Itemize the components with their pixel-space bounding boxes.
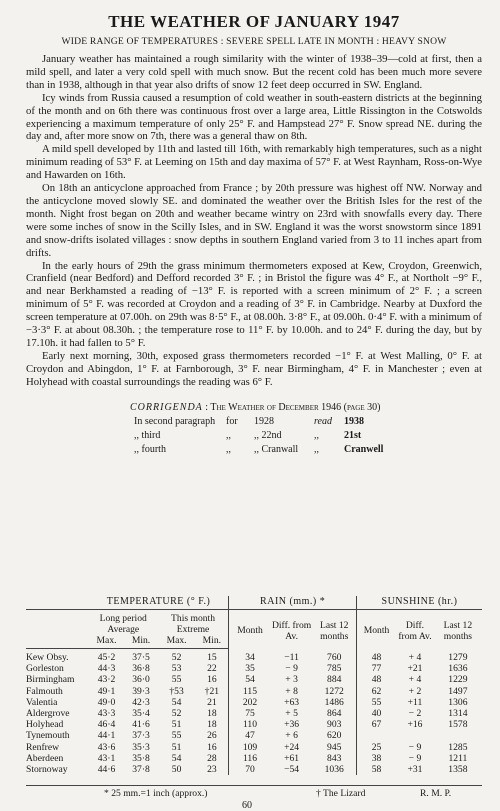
corrigenda-for: ,, [226,429,231,441]
tm-max: 51 [171,719,182,731]
sun-last12: 1358 [448,763,468,775]
lp-max: 43·1 [97,752,116,764]
sun-last12 [434,730,482,741]
rain-diff: +36 [284,719,300,731]
tm-max: 55 [171,674,182,686]
corrigenda-heading [130,401,482,415]
rain-last12: 620 [327,730,342,742]
station-name: Renfrew [26,741,60,753]
rain-month: 202 [229,697,271,708]
corrigenda-row [130,443,482,457]
rain-month: 47 [229,730,271,741]
station-name: Valentia [26,696,58,708]
station-name: Tynemouth [26,730,70,742]
rain-last12: 1272 [324,685,344,697]
corrigenda-for: ,, [226,443,231,455]
sun-last12-header: Last 12 months [443,619,473,642]
rain-last12-header: Last 12 months [319,619,349,642]
sun-month: 40 [356,708,396,719]
lp-min: 35·4 [132,708,150,720]
sun-last12: 1306 [448,696,468,708]
paragraph: Icy winds from Russia caused a resumption of cold weather in south-eastern districts at the beginning of the month and on 6th there was continuous frost over a large area, Little Rissington in the Cotswolds experiencing a maximum temperature of only 25° F. and Hampstead 27° F. Snow spread NE. during the day and, after more snow on 7th, there was a general thaw on 8th. [26,91,482,143]
author-initials: R. M. P. [420,788,452,799]
sun-month: 48 [356,649,396,664]
sunshine-group-header: SUNSHINE (hr.) [356,596,482,610]
lp-max-header: Max. [89,635,125,649]
lp-min: 37·8 [132,763,150,775]
sun-month [356,730,396,741]
sun-month: 55 [356,697,396,708]
tm-min: 18 [207,719,217,731]
weather-table [26,596,482,775]
lp-max: 43·2 [97,674,116,686]
rain-month: 109 [229,742,271,753]
paragraph: In the early hours of 29th the grass minimum thermometers exposed at Kew, Croydon, Greenwich, Cranfield (near Bedford) and Defford recorded 3° F. ; in Bristol the figure was 4° F., at Northolt −9° F., and near Berkhamsted a reading of −13° F. is reported with a screen minimum of 2° F. ; a screen minimum of 5° F. was recorded at Croydon and a reading of 3° F. in Cambridge. Nearby at Duxford the screen temperature at 07.00h. on 29th was 8·5° F., at 08.00h. 3·8° F., at 09.00h. 0·4° F. with a minimum of −3·3° F. at about 08.30h. ; the temperature rose to 11° F. by 10.00h. and to 24° F. during the day, but by 17.10h. it had fallen to 5° F. [26,259,482,349]
rain-diff: + 5 [285,708,298,720]
sun-last12: 1636 [448,663,468,675]
rain-last12: 903 [327,719,342,731]
sun-diff: + 4 [408,651,422,663]
lp-max: 43·3 [97,708,116,720]
corrigenda-wrong: ,, Cranwall [254,443,299,455]
rain-month: 35 [229,663,271,674]
tm-max: 50 [171,763,182,775]
tm-min: 28 [207,752,217,764]
rain-last12: 884 [327,674,342,686]
sun-diff: + 4 [408,674,422,686]
station-name: Aldergrove [26,708,70,720]
rain-month: 75 [229,708,271,719]
lp-max: 44·3 [97,663,116,675]
rain-diff: +24 [284,741,300,753]
corrigenda-reference: : The Weather of December 1946 (page 30) [205,401,381,413]
table-row [26,742,482,753]
tm-min: 15 [207,652,217,664]
lizard-footnote: † The Lizard [316,788,366,799]
corrigenda-location: In second paragraph [134,415,216,427]
sun-diff: − 2 [408,708,422,720]
tm-max: 54 [171,752,182,764]
sun-diff: + 2 [408,685,422,697]
lp-min: 35·3 [132,741,150,753]
rain-month: 116 [229,753,271,764]
tm-max: 51 [171,741,182,753]
rain-diff: +61 [284,752,300,764]
rain-diff: + 6 [285,730,298,742]
table-row [26,719,482,730]
rain-month: 70 [229,764,271,775]
rain-month-header: Month [229,610,271,649]
sun-last12: 1211 [448,752,468,764]
sun-month: 25 [356,742,396,753]
rain-last12: 1486 [324,696,344,708]
page-number: 60 [242,800,252,811]
sun-diff: − 9 [408,741,422,753]
tm-max-header: Max. [158,635,196,649]
station-name: Gorleston [26,663,64,675]
lp-min: 39·3 [132,685,150,697]
station-name: Aberdeen [26,752,64,764]
rain-diff: + 3 [285,674,298,686]
corrigenda-read: ,, [314,443,319,455]
tm-min: 16 [207,741,217,753]
sun-last12: 1285 [448,741,468,753]
table-row [26,708,482,719]
tm-min: 23 [207,763,217,775]
sun-month-header: Month [356,610,396,649]
sun-diff: +11 [407,696,423,708]
tm-min: 16 [207,674,217,686]
sun-last12: 1279 [448,651,468,663]
tm-min: †21 [204,685,220,697]
footnotes [26,785,482,799]
rain-last12: 785 [327,663,342,675]
article-subtitle: WIDE RANGE OF TEMPERATURES : SEVERE SPELL LATE IN MONTH : HEAVY SNOW [61,36,447,47]
tm-max: 54 [171,696,182,708]
corrigenda-row [130,415,482,429]
lp-min: 37·5 [132,652,150,664]
lp-max: 45·2 [97,652,116,664]
sun-last12: 1314 [448,708,468,720]
table-row [26,753,482,764]
corrigenda-row [130,429,482,443]
rain-diff: − 9 [285,663,298,675]
lp-max: 43·6 [97,741,116,753]
rain-diff: +63 [284,696,300,708]
rain-diff: −11 [284,651,299,663]
corrigenda-read: read [314,415,332,427]
sun-diff-header: Diff. from Av. [398,619,432,642]
corrigenda-label: CORRIGENDA [130,401,203,413]
rain-last12: 843 [327,752,342,764]
paragraph: A mild spell developed by 11th and lasted till 16th, with remarkably high temperatures, such as a night minimum reading of 53° F. at Leeming on 15th and day maxima of 57° F. at West Raynham, Ross-on-Wye and Hawarden on 16th. [26,143,483,182]
sun-diff: +21 [407,663,423,675]
sun-diff: +16 [407,719,423,731]
tm-min: 26 [207,730,217,742]
sun-month: 77 [356,663,396,674]
long-period-header: Long period Average [99,613,147,635]
rain-month: 110 [229,719,271,730]
corrigenda-correct: 21st [344,429,362,441]
table-row [26,663,482,674]
table-row [26,686,482,697]
corrigenda-correct: Cranwell [344,443,384,455]
lp-min: 41·6 [132,719,150,731]
tm-max: 52 [171,652,182,664]
tm-min-header: Min. [195,635,228,649]
table-row [26,674,482,685]
weather-table-body [26,649,482,776]
rain-group-header: RAIN (mm.) * [229,596,357,610]
table-row [26,649,482,664]
lp-max: 44·1 [97,730,116,742]
sun-month: 58 [356,764,396,775]
sun-month: 62 [356,686,396,697]
station-name: Birmingham [26,674,75,686]
corrigenda [130,401,482,457]
lp-min: 36·0 [132,674,150,686]
station-name: Stornoway [26,763,68,775]
rain-last12: 760 [327,651,342,663]
lp-max: 44·6 [97,763,116,775]
corrigenda-wrong: 1928 [254,415,274,427]
sun-last12: 1497 [448,685,468,697]
rain-last12: 864 [327,708,342,720]
lp-min: 36·8 [132,663,150,675]
rain-month: 115 [229,686,271,697]
sun-diff: +31 [407,763,423,775]
tm-max: 52 [171,708,182,720]
rain-month: 54 [229,674,271,685]
rain-diff: + 8 [285,685,298,697]
article-title: THE WEATHER OF JANUARY 1947 [108,12,400,31]
tm-min: 18 [207,708,217,720]
tm-min: 21 [207,696,217,708]
paragraph: January weather has maintained a rough similarity with the winter of 1938–39—cold at first, then a mild spell, and later a very cold spell with much snow. But the recent cold has been much more severe than in 1938, although in that year also drifts of snow 12 feet deep occurred in SW. England. [26,53,482,91]
rain-last12: 1036 [324,763,344,775]
corrigenda-wrong: ,, 22nd [254,429,282,441]
paragraph: Early next morning, 30th, exposed grass thermometers recorded −1° F. at West Malling, 0° F. at Croydon and Abingdon, 1° F. at Farnborough, 3° F. near Birmingham, 4° F. in Manchester ; even at Holyhead with coastal surroundings the reading was 6° F. [26,349,482,388]
temperature-group-header: TEMPERATURE (° F.) [89,596,229,610]
lp-min-header: Min. [124,635,157,649]
corrigenda-correct: 1938 [344,415,364,427]
tm-max: 55 [171,730,182,742]
table-row [26,730,482,741]
lp-max: 46·4 [97,719,116,731]
corrigenda-for: for [226,415,238,427]
rain-month: 34 [229,649,271,664]
sun-diff [396,730,434,741]
lp-max: 49·0 [97,696,116,708]
this-month-header: This month Extreme [171,613,216,635]
table-row [26,697,482,708]
rain-diff: −54 [284,763,300,775]
lp-max: 49·1 [97,685,116,697]
corrigenda-location: ,, third [134,429,161,441]
sun-month: 67 [356,719,396,730]
sun-month: 38 [356,753,396,764]
sun-diff: − 9 [408,752,422,764]
rain-footnote: * 25 mm.=1 inch (approx.) [104,788,208,799]
station-name: Falmouth [26,685,63,697]
tm-max: †53 [169,685,184,697]
station-name: Holyhead [26,719,64,731]
tm-min: 22 [207,663,217,675]
article-body [26,53,482,389]
sun-month: 48 [356,674,396,685]
lp-min: 35·8 [132,752,150,764]
corrigenda-location: ,, fourth [134,443,166,455]
tm-max: 53 [171,663,182,675]
rain-diff-header: Diff. from Av. [271,619,312,642]
corrigenda-read: ,, [314,429,319,441]
lp-min: 37·3 [132,730,150,742]
sun-last12: 1578 [448,719,468,731]
table-row [26,764,482,775]
lp-min: 42·3 [132,696,150,708]
paragraph: On 18th an anticyclone approached from France ; by 20th pressure was highest off NW. Norway and the anticyclone moved slowly SE. and dominated the weather over the British Isles for the rest of the month. Night frost began on 20th and weather became wintry on 23rd with snowfalls every day. There were some inches of snow in the Scilly Isles, and in SW. England it was the worst snowstorm since 1891 and snow-drifts isolated villages : snow depths in southern England varied from 3 to 11 inches apart from drifts. [26,182,482,259]
station-name: Kew Obsy. [26,652,69,664]
sun-last12: 1229 [448,674,468,686]
rain-last12: 945 [327,741,342,753]
